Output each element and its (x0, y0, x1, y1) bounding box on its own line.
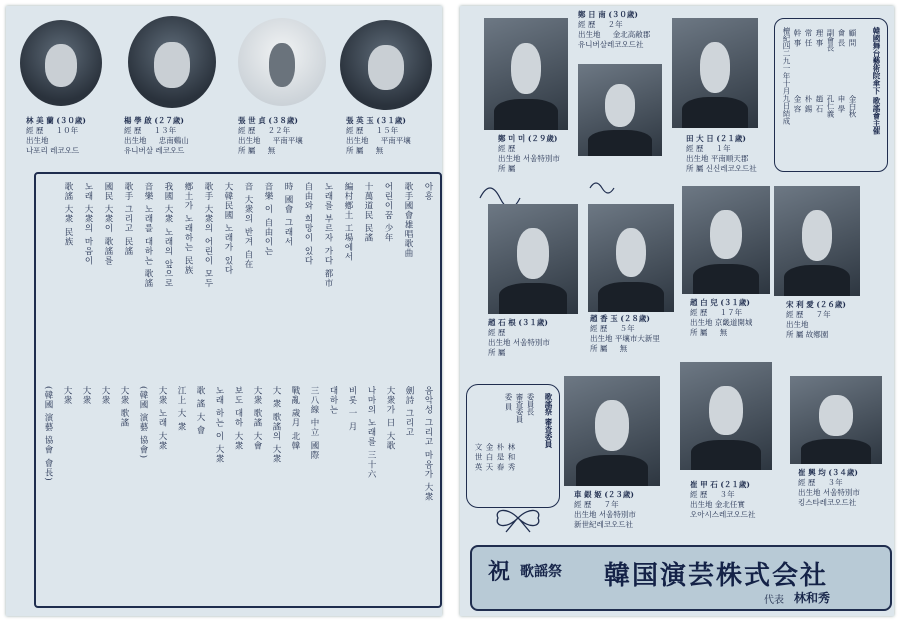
article-column: 음악성 그리고 마음가 大衆 (423, 386, 433, 502)
singer-career: 經 歷 ３年 (690, 490, 735, 499)
singer-info-3 (238, 116, 303, 156)
singer-career: 經 歷 ２２年 (238, 126, 291, 135)
article-column: 大衆가 日 大歌 (385, 386, 395, 451)
committee-role: 幹 事 (793, 29, 802, 47)
singer-affil: 유니버살레코오드社 (578, 40, 644, 49)
singer-career: 經 歷 ３年 (798, 478, 843, 487)
singer-career: 經 歷 (498, 144, 516, 153)
singer-name: 趙 白 兒 (３１歲) (690, 298, 750, 307)
left-page (6, 6, 442, 616)
photo-choi-heung-gyun (790, 376, 882, 464)
article-column: 江上 大 衆 (176, 386, 186, 432)
portrait-yang-hak-gye (128, 16, 216, 108)
committee-role: 理 事 (815, 29, 824, 47)
article-column: 三八線 中立 國際 (309, 386, 319, 460)
singer-affil: 所 屬 故鄕園 (786, 330, 829, 339)
singer-career: 經 歷 １０年 (26, 126, 79, 135)
committee-role: 顧 問 (848, 29, 857, 47)
singer-career: 經 歷 １３年 (124, 126, 177, 135)
singer-birth: 出生地 忠南鷄山 (124, 136, 189, 145)
singer-career: 經 歷 ５年 (590, 324, 635, 333)
committee-header: 韓國舞台藝術院傘下 歌謠會主催 (872, 27, 881, 135)
article-column: 大衆 歌謠 大會 (252, 386, 262, 451)
article-column: 編村鄕土 工場에서 (343, 182, 353, 262)
article-column: 大衆 (81, 386, 91, 405)
singer-birth: 出生地 京畿道開城 (690, 318, 753, 327)
singer-name: 趙 香 玉 (２８歲) (590, 314, 650, 323)
judges-title: 歌謠祭 審査委員 (544, 393, 553, 449)
singer-name: 鄭 미 미 (２９歲) (498, 134, 558, 143)
article-column: 노래 하는 이 大衆 (214, 386, 224, 464)
article-column: 歌手國會雄唱歌曲 (403, 182, 413, 258)
singer-birth: 出生地 平壤市大新里 (590, 334, 660, 343)
singer-birth: 出生地 平南順天郡 (686, 154, 749, 163)
singer-info-1 (26, 116, 86, 156)
photo-choi-gap-seok (680, 362, 772, 470)
portrait-lim-mi-ran (20, 20, 102, 106)
photo-jeong-il-nam (578, 64, 662, 156)
singer-affil: 킹스타레코오드社 (798, 498, 857, 507)
committee-role: 常 任 (804, 29, 813, 47)
judge-name: 金 白 天 (485, 443, 494, 471)
article-column: 大韓民國 노래가 있다 (223, 182, 233, 275)
judge-name: 林 和 秀 (507, 443, 516, 471)
committee-name: 趙 石 (815, 95, 824, 113)
singer-career: 經 歷 ７年 (574, 500, 619, 509)
singer-info-r2-1 (488, 318, 550, 358)
singer-affil: 오아시스레코오드社 (690, 510, 756, 519)
committee-box (774, 18, 888, 172)
singer-affil: 所 屬 無 (346, 146, 384, 155)
committee-role: 副會長 (826, 29, 835, 52)
article-column: (韓國 演藝 協會) (138, 386, 148, 460)
singer-name: 鄭 日 南 (３０歲) (578, 10, 638, 19)
photo-song-ri-ae (774, 186, 860, 296)
photo-jo-seok-geun (488, 204, 578, 314)
article-column: 音 大衆의 반겨 自在 (243, 182, 253, 270)
article-column: 歌 謠 大 會 (195, 386, 205, 436)
company-banner (470, 545, 892, 611)
judges-box (466, 384, 560, 508)
company-name: 韓国演芸株式会社 (604, 561, 829, 591)
judge-role: 委員長 (526, 393, 535, 416)
judge-name: 文 世 英 (474, 443, 483, 471)
article-column: 音樂 노래를 대하는 歌謠 (143, 182, 153, 289)
article-column: 노래 大衆의 마음이 (83, 182, 93, 266)
article-column: 十萬道民 民謠 (363, 182, 373, 243)
article-column: 大衆 (100, 386, 110, 405)
event-title: 歌謡祭 (520, 564, 562, 580)
singer-birth: 出生地 金北高敞郡 (578, 30, 651, 39)
top-caption (578, 10, 650, 50)
singer-affil: 所 屬 無 (238, 146, 276, 155)
singer-birth: 出生地 (26, 136, 49, 145)
article-column: 劍詩 그리고 (404, 386, 414, 438)
singer-birth: 出生地 平南平壤 (346, 136, 411, 145)
article-column: 어린이꿈 少年 (383, 182, 393, 243)
singer-affil: 所 屬 無 (690, 328, 728, 337)
singer-name: 崔 興 均 (３４歲) (798, 468, 858, 477)
committee-name: 朴 錫 (804, 95, 813, 113)
committee-role: 會 長 (837, 29, 846, 47)
article-column: 大衆 노래 大衆 (157, 386, 167, 451)
singer-career: 經 歷 ２年 (578, 20, 623, 29)
singer-birth: 出生地 서울特別市 (498, 154, 560, 163)
singer-affil: 新世紀레코오드社 (574, 520, 633, 529)
singer-info-2 (124, 116, 189, 156)
singer-name: 崔 甲 石 (２１歲) (690, 480, 750, 489)
rep-label: 代表 (764, 595, 784, 606)
article-column: 歌手 그리고 民謠 (123, 182, 133, 256)
photo-jo-baek-a (682, 186, 770, 294)
singer-birth: 出生地 서울特別市 (574, 510, 636, 519)
judge-role: 委 員 (504, 393, 513, 411)
singer-info-r3-1 (574, 490, 636, 530)
singer-name: 林 美 蘭 (３０歲) (26, 116, 86, 125)
article-column: 大衆 (62, 386, 72, 405)
article-column: 노래를 부르자 가다 都市 (323, 182, 333, 289)
singer-affil: 所 屬 (498, 164, 516, 173)
article-column: 비롯 一 月 (347, 386, 357, 432)
singer-info-4 (346, 116, 411, 156)
singer-birth: 出生地 金北任實 (690, 500, 745, 509)
article-column: 音樂 이 自由이는 (263, 182, 273, 256)
article-column: 鄕土가 노래하는 民族 (183, 182, 193, 275)
singer-birth: 出生地 (786, 320, 809, 329)
singer-name: 趙 石 根 (３１歲) (488, 318, 548, 327)
ribbon-icon (488, 504, 548, 534)
article-column: 나마의 노래를 三十六 (366, 386, 376, 479)
singer-birth: 出生地 서울特別市 (798, 488, 860, 497)
singer-name: 車 銀 姬 (２３歲) (574, 490, 634, 499)
article-column: 戰亂 歲月 北韓 (290, 386, 300, 451)
singer-career: 經 歷 ７年 (786, 310, 831, 319)
article-column: 國民 大衆이 歌謠를 (103, 182, 113, 266)
singer-career: 經 歷 １５年 (346, 126, 399, 135)
article-column: 大衆 歌謠 (119, 386, 129, 428)
singer-info-r2-4 (786, 300, 846, 340)
singer-info-r2-2 (590, 314, 660, 354)
singer-name: 張 世 貞 (３８歲) (238, 116, 298, 125)
singer-affil: 所 屬 無 (590, 344, 628, 353)
article-column: (韓國 演藝 協會 會長) (43, 386, 53, 482)
singer-info-r2-3 (690, 298, 752, 338)
rep-name: 林和秀 (794, 591, 831, 605)
article-box (34, 172, 442, 608)
photo-jeon-dae-il (672, 18, 758, 128)
article-column: 아흥 (423, 182, 433, 201)
singer-career: 經 歷 １年 (686, 144, 731, 153)
singer-affil: 所 屬 신신레코오드社 (686, 164, 757, 173)
singer-info-r3-2 (690, 480, 755, 520)
photo-jeong-mimi (484, 18, 568, 130)
portrait-jang-se-jeong (238, 18, 326, 106)
committee-name: 孔仁義 (826, 95, 835, 118)
photo-jo-hyang-ok (588, 204, 674, 312)
article-column: 歌手 大衆의 어린이 모두 (203, 182, 213, 289)
photo-cha-eun-hui (564, 376, 660, 486)
article-column: 時 國會 그래서 (283, 182, 293, 247)
article-column: 大 衆 歌謠의 大衆 (271, 386, 281, 464)
singer-birth: 出生地 서울特別市 (488, 338, 550, 347)
judge-role: 審査委員 (515, 393, 524, 423)
committee-name: 金白秋 (848, 95, 857, 118)
celebrate-mark: 祝 (488, 559, 511, 585)
article-column: 보도 대하 大衆 (233, 386, 243, 451)
singer-affil: 所 屬 (488, 348, 506, 357)
article-column: 我國 大衆 노래의 앞으로 (163, 182, 173, 289)
article-column: 自由와 희망이 있다 (303, 182, 313, 266)
singer-affil: 나포리 레코오드 (26, 146, 80, 155)
singer-birth: 出生地 平南平壤 (238, 136, 303, 145)
singer-name: 楊 學 啟 (２７歲) (124, 116, 184, 125)
singer-career: 經 歷 (488, 328, 506, 337)
committee-name: 金 容 (793, 95, 802, 113)
singer-name: 張 英 玉 (３１歲) (346, 116, 406, 125)
judge-name: 朴 是 春 (496, 443, 505, 471)
singer-career: 經 歷 １７年 (690, 308, 743, 317)
singer-affil: 유니버살 레코오드 (124, 146, 185, 155)
committee-name: 申 學 (837, 95, 846, 113)
article-column: 대하는 (328, 386, 338, 415)
committee-date: 檀紀四二九一年十月九日結成 (782, 27, 791, 125)
portrait-jang-yeong-ok (340, 20, 432, 110)
singer-name: 田 大 日 (２１歲) (686, 134, 746, 143)
article-column: 歌謠 大衆 民族 (63, 182, 73, 247)
singer-name: 宋 利 愛 (２６歲) (786, 300, 846, 309)
singer-info-r3-3 (798, 468, 860, 508)
